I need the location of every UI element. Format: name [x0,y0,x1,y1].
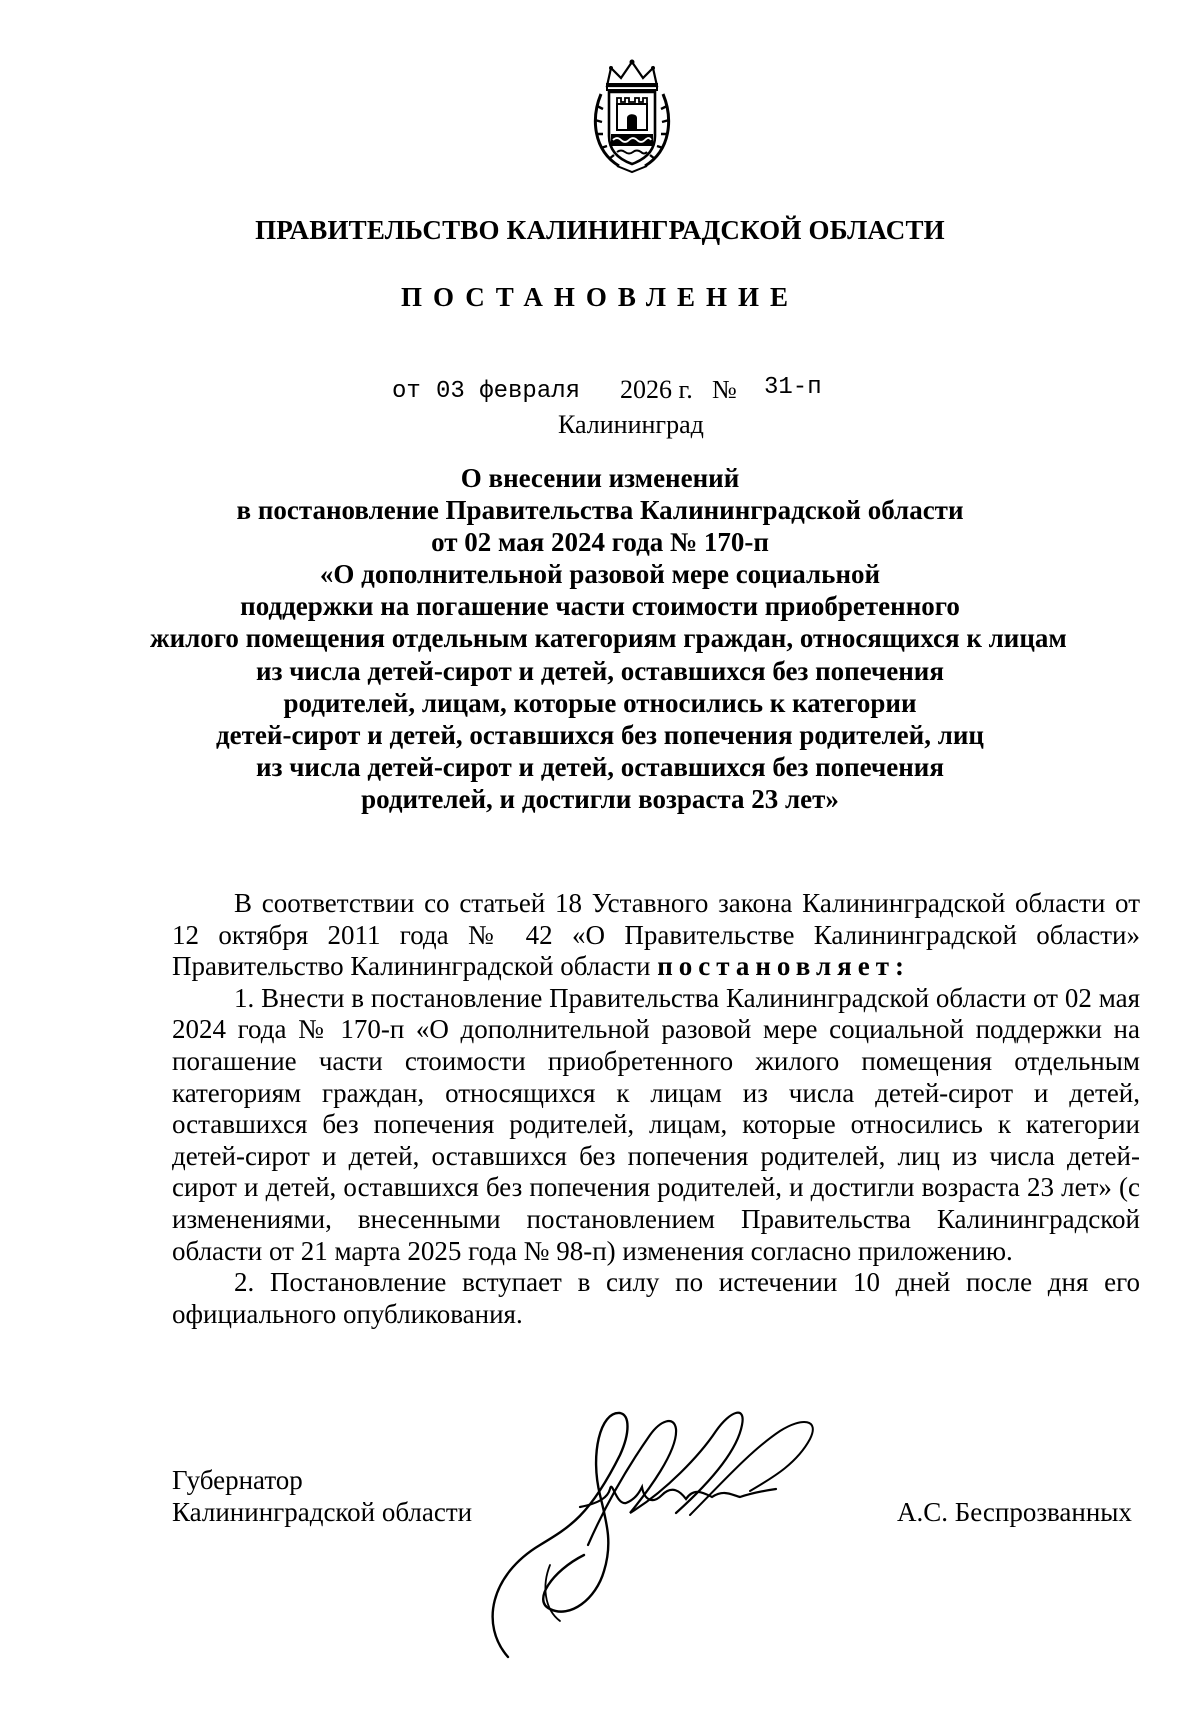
document-body [172,888,1140,1330]
document-title [150,462,1067,815]
signatory-position [172,1465,472,1528]
date-prefix: от [392,378,421,405]
city: Калининград [558,410,704,439]
coat-of-arms-icon [587,58,677,174]
title-line: О внесении изменений [460,463,740,493]
document-type: ПОСТАНОВЛЕНИЕ [400,282,800,312]
position-line: Губернатор [172,1465,303,1495]
date-year: 2026 г. [620,375,693,404]
preamble-paragraph [172,888,1140,983]
number-sign: № [712,375,737,404]
position-line: Калининградской области [172,1496,473,1527]
title-line: поддержки на погашение части стоимости приобретенного [240,591,960,622]
resolves-word: постановляет: [657,951,910,982]
title-line: детей-сирот и детей, оставшихся без попечения родителей, лиц [216,719,984,750]
title-line: «О дополнительной разовой мере социальной [319,559,881,590]
handwritten-signature [480,1395,900,1665]
title-line: из числа детей-сирот и детей, оставшихся без попечения [256,655,944,686]
title-line: жилого помещения отдельным категориям граждан, относящихся к лицам [150,623,1067,654]
item-1-paragraph: 1. Внести в постановление Правительства Калининградской области от 02 мая 2024 года № 170-п «О дополнительной разовой мере социальной поддержки на погашение части стоимости приобретенного жилого помещения отдельным категориям граждан, относящихся к лицам из числа детей-сирот и детей, оставшихся без попечения родителей, лицам, которые относились к категории детей-сирот и детей, оставшихся без попечения родителей, лиц из числа детей-сирот и детей, оставшихся без попечения родителей, и достигли возраста 23 лет» (с изменениями, внесенными постановлением Правительства Калининградской области от 21 марта 2025 года № 98-п) изменения согласно приложению. [172,982,1140,1266]
title-line: родителей, лицам, которые относились к категории [283,687,917,718]
preamble-text: В соответствии со статьей 18 Уставного закона Калининградской области от 12 октября 2011 года № 42 «О Правительстве Калининградской области» Правительство Калининградской области [172,888,1140,982]
document-number: 31-п [764,374,822,401]
title-line: из числа детей-сирот и детей, оставшихся без попечения [256,751,944,782]
organization-title: ПРАВИТЕЛЬСТВО КАЛИНИНГРАДСКОЙ ОБЛАСТИ [255,215,945,245]
signatory-name: А.С. Беспрозванных [897,1497,1132,1527]
title-line: в постановление Правительства Калининградской области [236,495,964,526]
title-line: от 02 мая 2024 года № 170-п [431,527,769,558]
item-2-paragraph: 2. Постановление вступает в силу по истечении 10 дней после дня его официального опубликования. [172,1267,1140,1329]
title-line: родителей, и достигли возраста 23 лет» [361,783,839,814]
date-day-month: 03 февраля [436,378,581,405]
